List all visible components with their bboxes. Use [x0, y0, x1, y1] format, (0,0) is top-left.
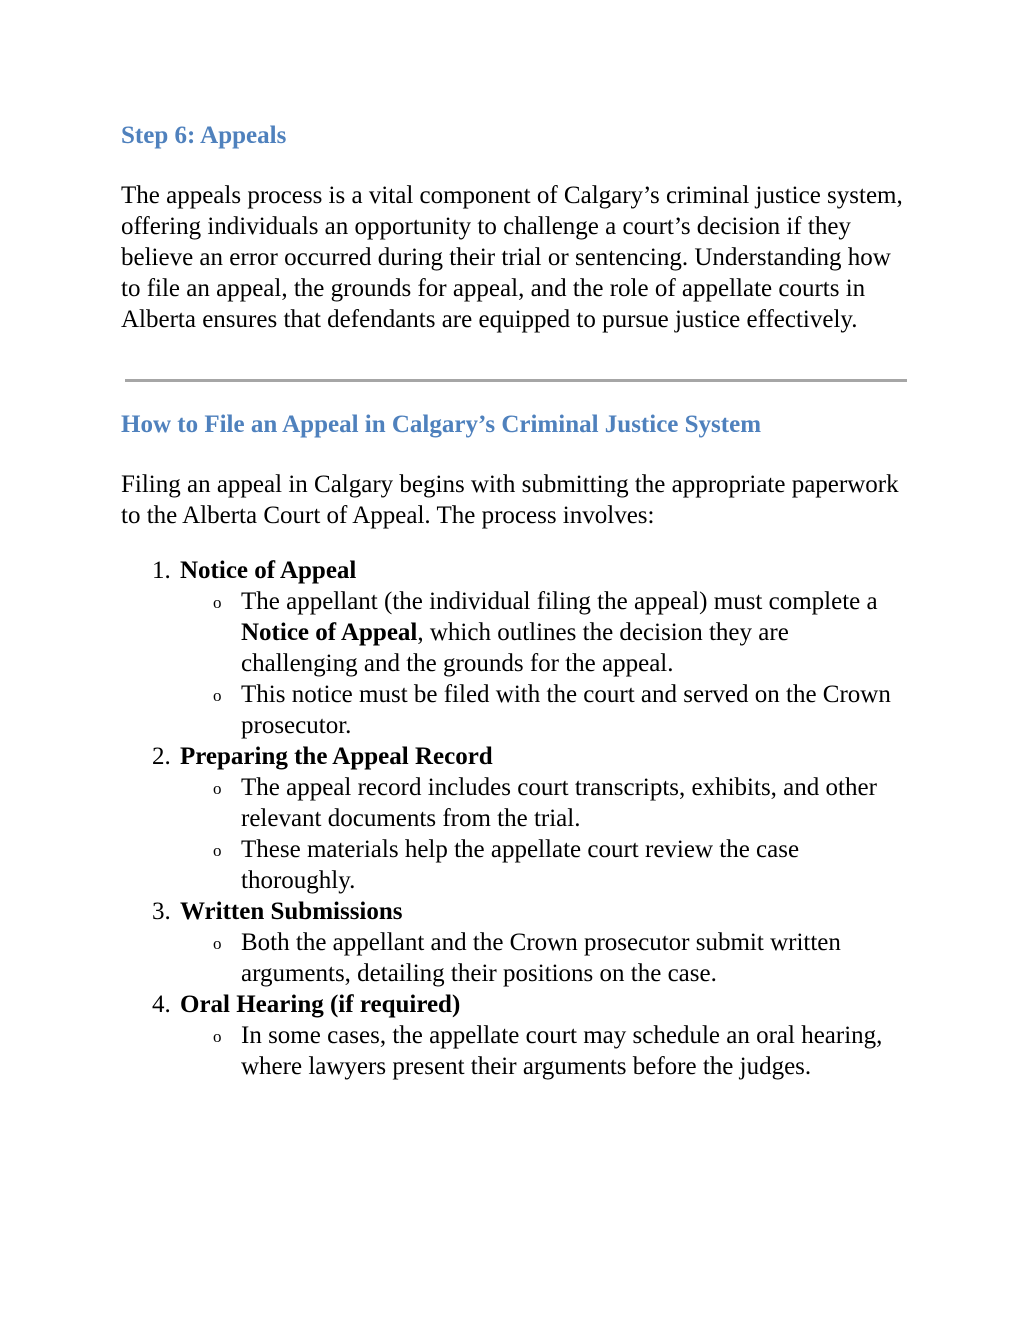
step-number: 1.	[152, 557, 171, 584]
step-detail-item	[180, 834, 911, 896]
detail-text: Both the appellant and the Crown prosecutor submit written arguments, detailing their positions on the case.	[241, 929, 841, 987]
subsection-intro-paragraph: Filing an appeal in Calgary begins with submitting the appropriate paperwork to the Alberta Court of Appeal. The process involves:	[121, 471, 899, 529]
detail-bold-term: Notice of Appeal	[241, 619, 418, 646]
step-detail-item	[180, 679, 911, 741]
step-number: 4.	[152, 991, 171, 1018]
detail-text: The appeal record includes court transcripts, exhibits, and other relevant documents from the trial.	[241, 774, 877, 832]
section-heading: Step 6: Appeals	[121, 122, 287, 149]
detail-text: The appellant (the individual filing the appeal) must complete a	[241, 588, 878, 615]
step-detail-item	[180, 586, 911, 679]
step-item	[121, 896, 911, 989]
circle-bullet-icon: o	[213, 841, 222, 860]
horizontal-divider	[125, 379, 907, 382]
step-detail-item	[180, 1020, 911, 1082]
step-title: Written Submissions	[180, 898, 403, 925]
step-title: Preparing the Appeal Record	[180, 743, 493, 770]
step-detail-item	[180, 772, 911, 834]
circle-bullet-icon: o	[213, 1027, 222, 1046]
detail-text: In some cases, the appellate court may schedule an oral hearing, where lawyers present their arguments before the judges.	[241, 1022, 883, 1080]
appeal-steps-list	[121, 555, 911, 1082]
step-detail-item	[180, 927, 911, 989]
step-details-list	[180, 1020, 911, 1082]
detail-text: This notice must be filed with the court and served on the Crown prosecutor.	[241, 681, 891, 739]
circle-bullet-icon: o	[213, 593, 222, 612]
document-page	[121, 118, 911, 1082]
circle-bullet-icon: o	[213, 934, 222, 953]
circle-bullet-icon: o	[213, 779, 222, 798]
detail-text: , which outlines the decision they are challenging and the grounds for the appeal.	[241, 619, 789, 677]
step-title: Notice of Appeal	[180, 557, 357, 584]
step-title: Oral Hearing (if required)	[180, 991, 461, 1018]
step-details-list	[180, 772, 911, 896]
step-details-list	[180, 927, 911, 989]
detail-text: These materials help the appellate court review the case thoroughly.	[241, 836, 800, 894]
step-number: 3.	[152, 898, 171, 925]
step-details-list	[180, 586, 911, 741]
step-item	[121, 741, 911, 896]
step-number: 2.	[152, 743, 171, 770]
step-item	[121, 989, 911, 1082]
section-intro-paragraph: The appeals process is a vital component of Calgary’s criminal justice system, offering individuals an opportunity to challenge a court’s decision if they believe an error occurred during their trial or sentencing. Understanding how to file an appeal, the grounds for appeal, and the role of appellate courts in Alberta ensures that defendants are equipped to pursue justice effectively.	[121, 182, 903, 333]
circle-bullet-icon: o	[213, 686, 222, 705]
subsection-heading: How to File an Appeal in Calgary’s Criminal Justice System	[121, 411, 762, 438]
step-item	[121, 555, 911, 741]
